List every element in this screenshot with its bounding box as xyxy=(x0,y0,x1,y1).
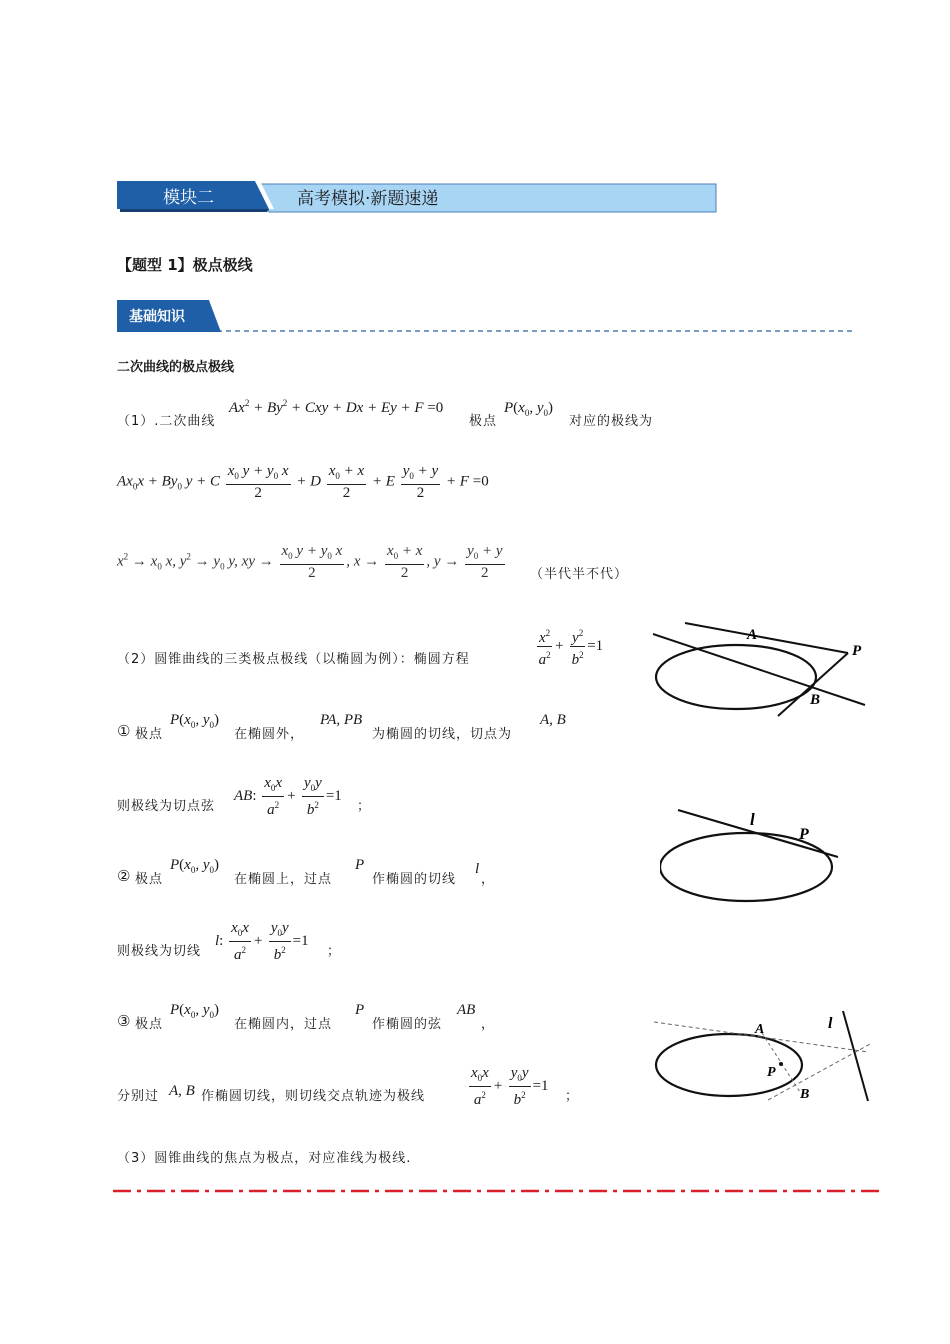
ellipse-equation: $\frac{x^2}{a^2}$ + $\frac{y^2}{b^2}$ =1 xyxy=(535,625,603,668)
case-2-text-a: 极点 xyxy=(135,872,164,887)
case-2 xyxy=(117,857,597,887)
case-3-end: ； xyxy=(565,1089,580,1104)
section-tab xyxy=(117,300,853,334)
fig3-label-b: B xyxy=(800,1087,810,1102)
figure-external-pole xyxy=(650,620,870,720)
tangent-equation: l: $\frac{x_0x}{a^2}$ + $\frac{y_0y}{b^2}$ =1 xyxy=(215,920,309,963)
locus-equation: $\frac{x_0x}{a^2}$ + $\frac{y_0y}{b^2}$ =1 xyxy=(471,1065,549,1108)
case-1-result xyxy=(117,775,417,818)
case-3-point-p: P xyxy=(355,1002,365,1018)
figure-on-curve-pole xyxy=(660,805,840,905)
item-1-mid: 极点 xyxy=(469,414,498,429)
conic-equation: $Ax^2 + By^2$ + Cxy + Dx + Ey + F =0 xyxy=(229,398,444,416)
case-1-text-c: 为椭圆的切线，切点为 xyxy=(372,727,513,742)
case-3-line2a: 分别过 xyxy=(117,1089,160,1104)
case-2-point-p: P xyxy=(355,857,365,873)
section-tab-shape xyxy=(117,300,853,334)
case-1-line2: 则极线为切点弦 xyxy=(117,799,216,814)
fig3-label-p: P xyxy=(767,1065,776,1080)
fig1-label-b: B xyxy=(810,692,821,708)
case-3-mark: ③ xyxy=(117,1012,132,1030)
case-3-result xyxy=(117,1065,597,1108)
module-label: 模块二 xyxy=(163,188,214,208)
case-2-line2: 则极线为切线 xyxy=(117,944,202,959)
module-banner xyxy=(117,181,717,213)
case-2-mark: ② xyxy=(117,867,132,885)
case-3-points: A, B xyxy=(169,1083,195,1099)
case-2-end: ； xyxy=(327,944,342,959)
case-2-pole: $P(x_0$, $y_0$) xyxy=(170,857,220,875)
case-2-text-b: 在椭圆上，过点 xyxy=(234,872,333,887)
section-tab-label: 基础知识 xyxy=(129,309,185,325)
item-1-tail: 对应的极线为 xyxy=(569,414,654,429)
case-2-text-d: ， xyxy=(481,872,496,887)
fig1-label-a: A xyxy=(747,627,758,643)
item-3-text: （3）圆锥曲线的焦点为极点，对应准线为极线. xyxy=(117,1151,412,1166)
case-1-points: A, B xyxy=(540,712,566,728)
case-3-text-a: 极点 xyxy=(135,1017,164,1032)
polar-line-formula: $Ax_0x + By_0$ y + C $\frac{x_0 y + y_0 x}{2}$ + D $\frac{x_0 + x}{2}$ + E $\frac{y_0 + y}{2}$ + F =0 xyxy=(117,463,489,501)
fig3-label-l: l xyxy=(828,1015,833,1032)
case-3-text-d: ， xyxy=(481,1017,496,1032)
case-1-text-a: 极点 xyxy=(135,727,164,742)
case-2-result xyxy=(117,920,417,963)
case-1-pole: $P(x_0$, $y_0$) xyxy=(170,712,220,730)
module-title: 高考模拟·新题速递 xyxy=(297,189,439,209)
case-1 xyxy=(117,712,597,742)
pole-point: $P(x_0$, $y_0$) xyxy=(504,400,554,418)
case-3-chord: AB xyxy=(457,1002,476,1018)
case-3 xyxy=(117,1002,597,1032)
item-1-label: （1）.二次曲线 xyxy=(117,414,216,429)
item-2-text: （2）圆锥曲线的三类极点极线（以椭圆为例）：椭圆方程 xyxy=(117,652,470,667)
case-1-mark: ① xyxy=(117,722,132,740)
case-1-tangents: PA, PB xyxy=(320,712,363,728)
fig2-label-p: P xyxy=(799,826,809,843)
case-1-end: ； xyxy=(357,799,372,814)
fig2-label-l: l xyxy=(750,810,755,829)
case-3-line2b: 作椭圆切线，则切线交点轨迹为极线 xyxy=(201,1089,426,1104)
fig3-label-a: A xyxy=(755,1022,765,1037)
substitution-rule: $x^2 \to x_0$ x, $y^2 \to y_0$ y, xy → $\frac{x_0 y + y_0 x}{2}$ , x → $\frac{x_0 + x}{2}$ , y → $\frac{y_0 + y}{2}$ xyxy=(117,543,503,581)
case-3-pole: $P(x_0$, $y_0$) xyxy=(170,1002,220,1020)
figure-internal-pole xyxy=(650,1008,875,1108)
case-3-text-b: 在椭圆内，过点 xyxy=(234,1017,333,1032)
fig1-label-p: P xyxy=(852,643,862,659)
section-heading: 二次曲线的极点极线 xyxy=(117,360,235,375)
case-2-tangent-l: l xyxy=(475,861,480,877)
question-type-heading: 【题型 1】极点极线 xyxy=(117,256,253,274)
chord-equation: AB: $\frac{x_0x}{a^2}$ + $\frac{y_0y}{b^2}$ =1 xyxy=(234,775,342,818)
case-3-text-c: 作椭圆的弦 xyxy=(372,1017,443,1032)
substitution-note: （半代半不代） xyxy=(530,567,629,582)
case-2-text-c: 作椭圆的切线 xyxy=(372,872,457,887)
red-dash-separator xyxy=(113,1187,885,1195)
case-1-text-b: 在椭圆外， xyxy=(234,727,305,742)
